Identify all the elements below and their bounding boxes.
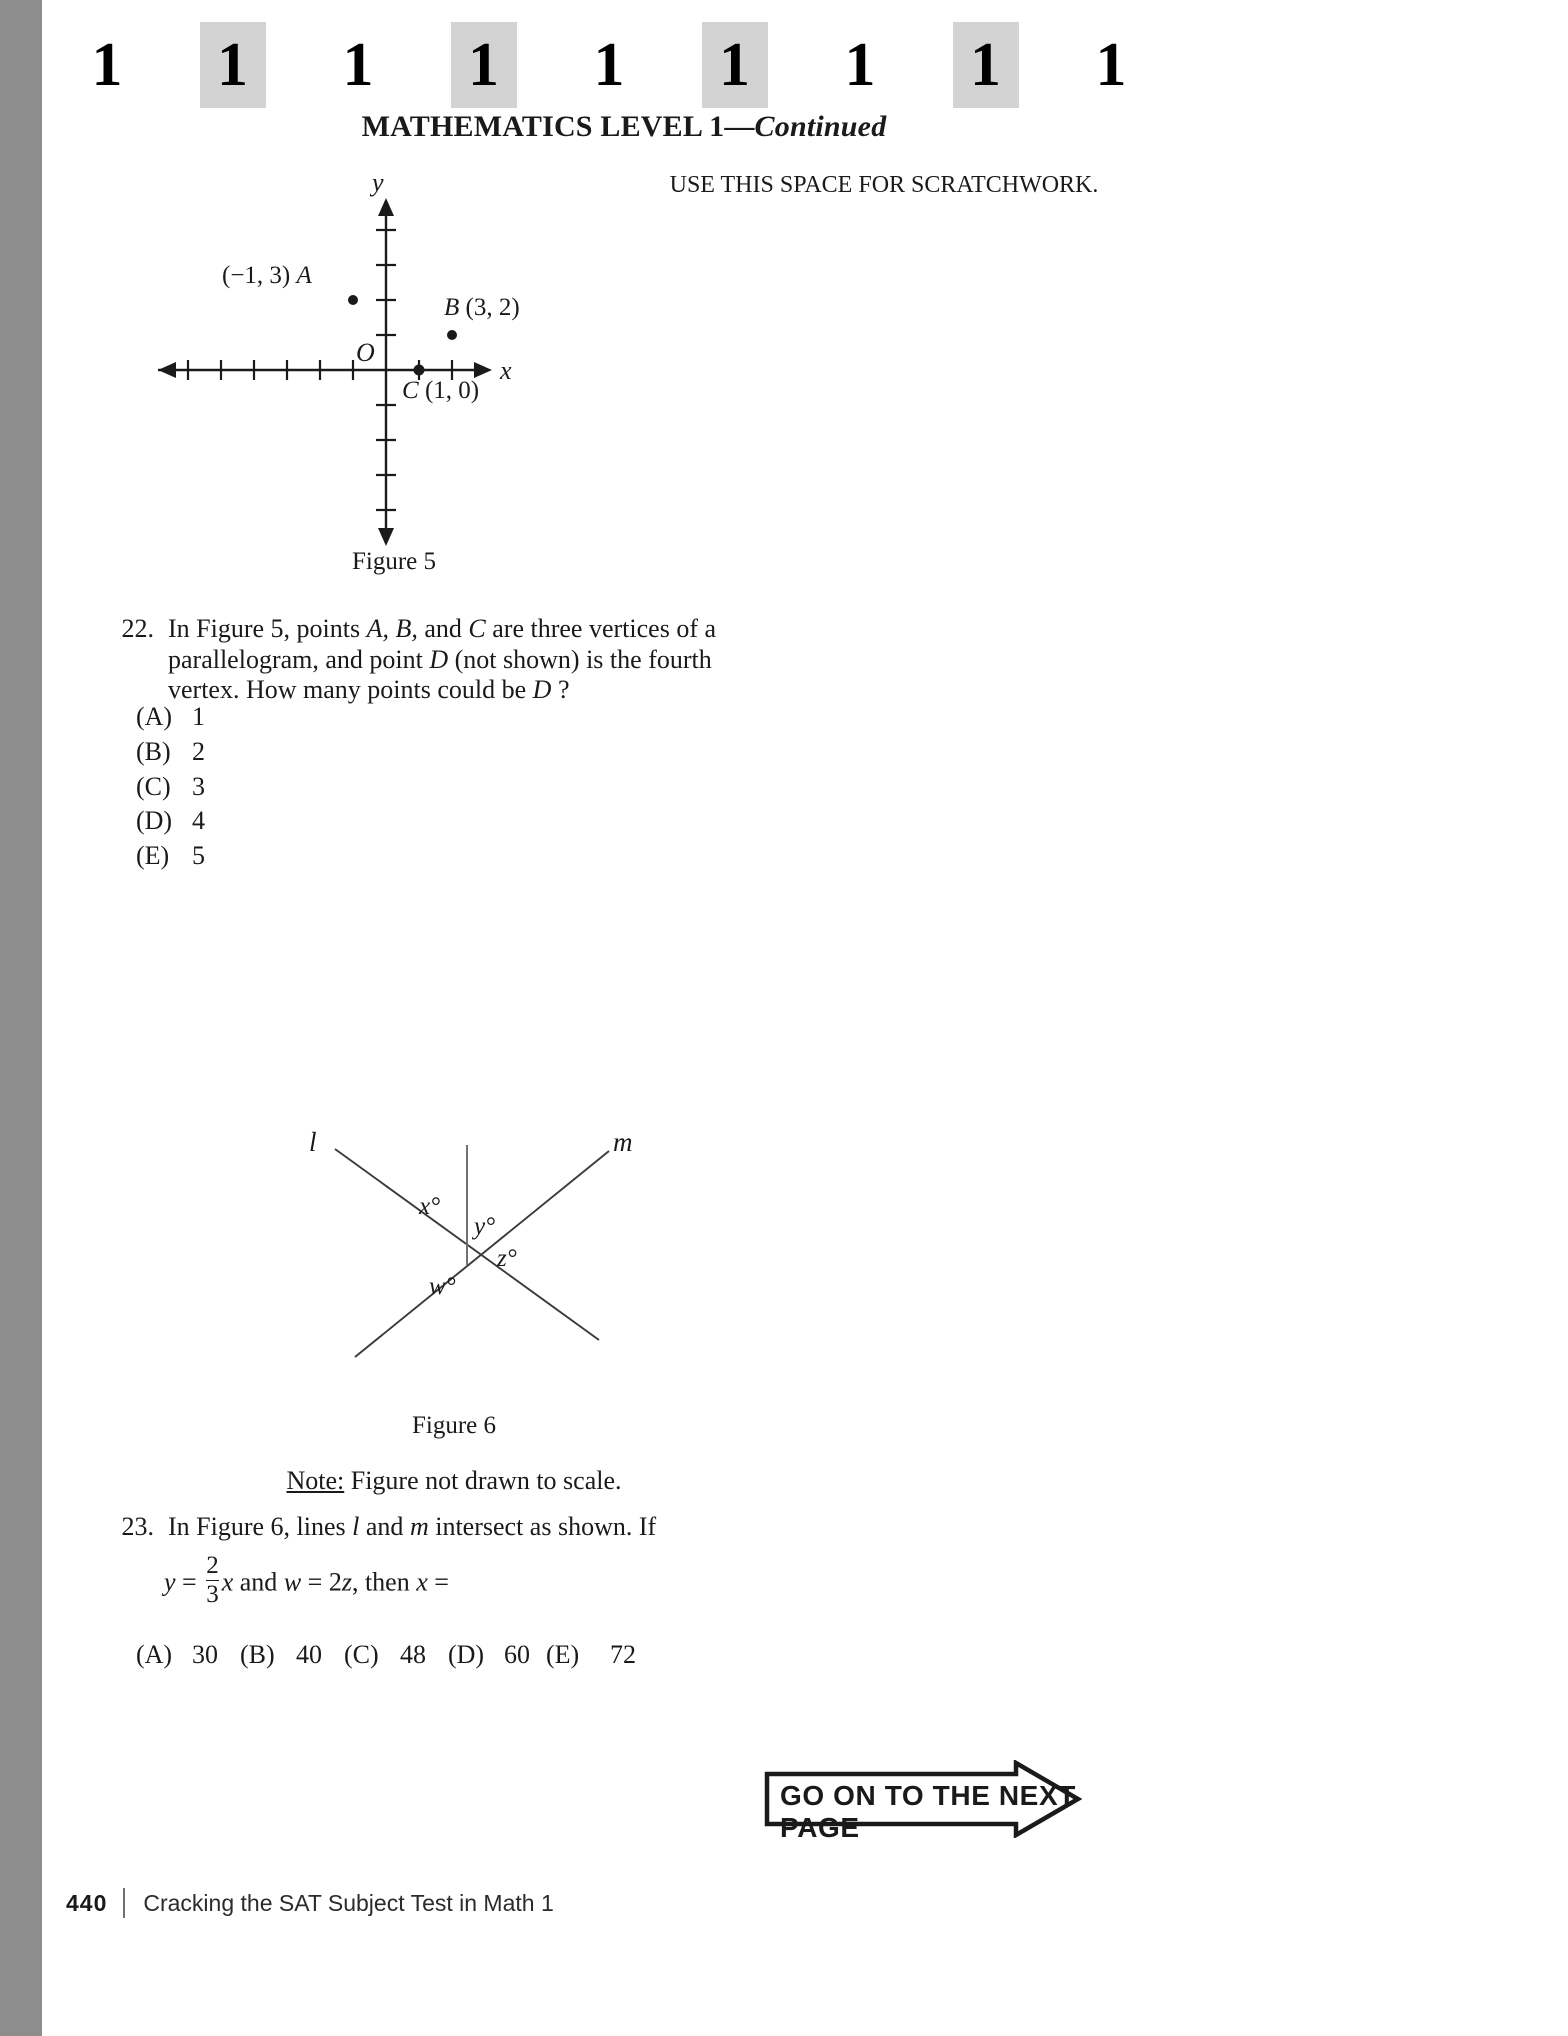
q22-l1i: A, B, (366, 614, 418, 643)
question-22-text (168, 614, 720, 706)
choice-tag: (A) (136, 702, 173, 731)
q23-eq-y: y (164, 1567, 176, 1597)
footer-book-title: Cracking the SAT Subject Test in Math 1 (143, 1889, 554, 1916)
section-digit: 1 (91, 31, 123, 99)
choice-option[interactable] (136, 804, 205, 839)
fraction-denominator: 3 (206, 1580, 219, 1608)
scratchwork-instruction: USE THIS SPACE FOR SCRATCHWORK. (669, 172, 1099, 198)
section-digit: 1 (451, 22, 517, 108)
line-l-label: l (309, 1127, 317, 1157)
choice-option[interactable] (448, 1638, 546, 1673)
choice-text: 72 (610, 1640, 636, 1669)
figure-5-caption: Figure 5 (351, 548, 437, 575)
q23-eq-x2: x (416, 1567, 428, 1597)
page-title-continued: Continued (754, 110, 887, 143)
page-footer (66, 1888, 554, 1918)
section-digit: 1 (1095, 31, 1127, 99)
q22-l3b: ? (551, 675, 570, 705)
choice-option[interactable] (344, 1638, 448, 1673)
choice-text: 40 (296, 1640, 322, 1669)
angle-w-label: w° (429, 1273, 456, 1300)
y-axis-label: y (372, 168, 384, 197)
choice-option[interactable] (136, 735, 205, 770)
q23-l1i2: m (409, 1512, 429, 1541)
point-A-dot (348, 295, 358, 305)
choice-tag: (E) (546, 1640, 580, 1669)
point-A-label: (−1, 3) A (222, 262, 312, 289)
q22-l1i2: C (468, 614, 486, 643)
page-binding-strip (0, 0, 42, 2036)
choice-tag: (C) (344, 1640, 379, 1669)
q22-l3a: fourth vertex. How many points could be (168, 644, 712, 705)
choice-text: 60 (504, 1640, 530, 1669)
section-number-banner (74, 22, 1144, 108)
choice-tag: (D) (136, 806, 173, 836)
point-C-label: C (1, 0) (402, 377, 480, 404)
q22-l1a: In Figure 5, points (168, 614, 367, 643)
choice-option[interactable] (136, 770, 205, 805)
note-body: Figure not drawn to scale. (344, 1466, 622, 1495)
page-title-main: MATHEMATICS LEVEL 1— (361, 110, 755, 143)
choice-tag: (B) (240, 1640, 275, 1669)
footer-page-number: 440 (66, 1889, 108, 1916)
choice-tag: (A) (136, 1640, 173, 1669)
choice-tag: (C) (136, 771, 171, 801)
q23-eq-eq: = (175, 1567, 204, 1597)
q22-l1b: and (417, 614, 469, 643)
section-digit: 1 (342, 31, 374, 99)
section-digit: 1 (844, 31, 876, 99)
angle-z-label: z° (497, 1245, 517, 1272)
q23-l1c: intersect as shown. If (428, 1512, 657, 1541)
go-on-to-next-page-banner (764, 1760, 1082, 1843)
q22-l3i: D (532, 675, 552, 705)
choice-option[interactable] (136, 1638, 240, 1673)
section-digit: 1 (593, 31, 625, 99)
choice-text: 4 (192, 806, 205, 836)
angle-x-label: x° (419, 1193, 441, 1220)
q23-l1a: In Figure 6, lines (168, 1512, 353, 1541)
question-22-number: 22. (121, 614, 154, 643)
point-C-dot (414, 365, 425, 376)
figure-6-caption: Figure 6 (411, 1412, 497, 1439)
point-B-label: B (3, 2) (444, 294, 520, 321)
x-axis-label: x (500, 356, 512, 385)
question-22-choices (136, 700, 205, 874)
question-23-text (168, 1512, 720, 1543)
choice-text: 1 (192, 702, 205, 731)
fraction-numerator: 2 (206, 1552, 219, 1579)
q23-eq-eq2: = 2 (301, 1567, 342, 1597)
figure-5 (144, 168, 664, 588)
section-digit: 1 (200, 22, 266, 108)
q23-l1b: and (359, 1512, 410, 1541)
page-title (54, 110, 1194, 144)
q23-eq-z: z (341, 1567, 352, 1597)
choice-tag: (E) (136, 841, 170, 871)
choice-option[interactable] (136, 700, 205, 735)
q23-eq-w: w (283, 1567, 302, 1597)
page-content (54, 0, 1568, 2036)
q23-eq-x: x (221, 1567, 234, 1597)
question-23-number: 23. (121, 1512, 154, 1541)
q23-l1i: l (352, 1512, 360, 1541)
footer-divider (123, 1888, 125, 1918)
figure-6-note (174, 1466, 734, 1496)
point-B-dot (447, 330, 457, 340)
question-23 (100, 1512, 720, 1543)
question-23-equation (164, 1553, 784, 1607)
q22-l1c: are three vertices (485, 614, 670, 643)
line-m-label: m (613, 1127, 633, 1157)
choice-text: 30 (192, 1640, 218, 1669)
fraction-two-thirds (206, 1553, 219, 1607)
go-on-label: GO ON TO THE NEXT PAGE (780, 1780, 1076, 1843)
choice-option[interactable] (546, 1638, 636, 1673)
choice-text: 3 (192, 771, 205, 801)
section-digit: 1 (702, 22, 768, 108)
page-binding-gutter (42, 0, 54, 2036)
q23-eq-and: and (233, 1567, 284, 1597)
choice-option[interactable] (240, 1638, 344, 1673)
figure-6-lines (309, 1125, 669, 1380)
q22-l2a: of a parallelogram, and point (168, 614, 717, 674)
figure-6 (309, 1125, 669, 1380)
choice-text: 48 (400, 1640, 426, 1669)
choice-text: 2 (192, 736, 205, 766)
question-23-choices (136, 1638, 636, 1673)
q22-l2i: D (429, 644, 449, 674)
question-22 (100, 614, 720, 706)
origin-label: O (356, 338, 375, 367)
q23-eq-then: , then (351, 1567, 417, 1597)
choice-tag: (B) (136, 736, 171, 766)
choice-option[interactable] (136, 839, 205, 874)
q22-l2b: (not shown) is the (448, 644, 642, 674)
choice-tag: (D) (448, 1640, 485, 1669)
note-label: Note: (286, 1466, 345, 1495)
angle-y-label: y° (474, 1213, 496, 1240)
q23-eq-end: = (427, 1567, 449, 1597)
section-digit: 1 (953, 22, 1019, 108)
choice-text: 5 (192, 841, 205, 871)
